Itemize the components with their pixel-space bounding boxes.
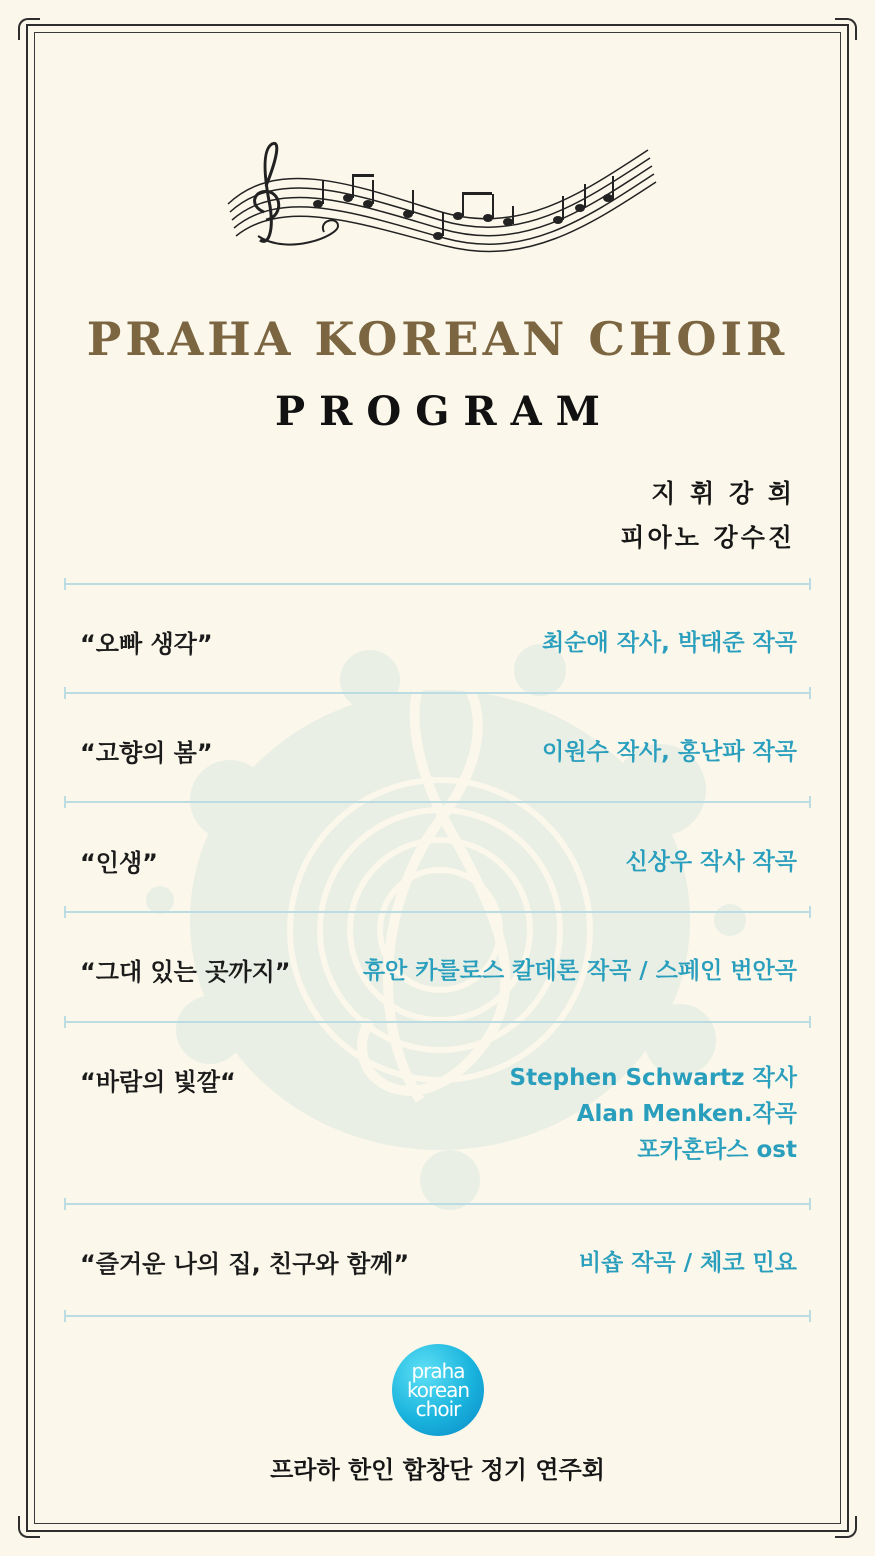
song-title: “그대 있는 곳까지” [80, 958, 291, 986]
song-title: “즐거운 나의 집, 친구와 함께” [80, 1250, 410, 1278]
divider [64, 801, 811, 803]
conductor-credit: 지 휘 강 희 [651, 479, 795, 508]
program-heading: PROGRAM [275, 388, 614, 435]
page-title: PRAHA KOREAN CHOIR [86, 312, 789, 366]
logo-text-line: korean [406, 1377, 470, 1402]
song-credit: 신상우 작사 작곡 [625, 849, 797, 875]
song-title: “바람의 빛깔“ [80, 1068, 236, 1096]
choir-logo [392, 1344, 484, 1436]
divider [64, 1021, 811, 1023]
song-title: “오빠 생각” [80, 630, 213, 658]
music-staff-treble-clef-icon [218, 136, 658, 266]
song-credit: 최순애 작사, 박태준 작곡 [542, 630, 797, 656]
logo-text-line: praha [411, 1358, 465, 1383]
song-credit [510, 1060, 798, 1168]
performer-credits [620, 472, 795, 560]
corner-ornament-top-right [835, 18, 857, 40]
song-credit: 휴안 카를로스 칼데론 작곡 / 스페인 번안곡 [362, 958, 797, 984]
logo-text-line: choir [415, 1396, 461, 1421]
corner-ornament-bottom-left [18, 1516, 40, 1538]
song-credit: 비숍 작곡 / 체코 민요 [578, 1250, 797, 1276]
corner-ornament-top-left [18, 18, 40, 40]
song-title: “고향의 봄” [80, 739, 213, 767]
corner-ornament-bottom-right [835, 1516, 857, 1538]
divider [64, 911, 811, 913]
composer-credit: Alan Menken.작곡 [576, 1101, 797, 1127]
pianist-credit: 피아노 강수진 [620, 523, 795, 552]
song-title: “인생” [80, 849, 158, 877]
source-credit: 포카혼타스 ost [637, 1137, 797, 1163]
divider [64, 583, 811, 585]
song-credit: 이원수 작사, 홍난파 작곡 [542, 739, 797, 765]
divider [64, 1203, 811, 1205]
concert-name: 프라하 한인 합창단 정기 연주회 [270, 1456, 605, 1484]
divider [64, 1315, 811, 1317]
divider [64, 692, 811, 694]
lyricist-credit: Stephen Schwartz 작사 [509, 1065, 797, 1091]
